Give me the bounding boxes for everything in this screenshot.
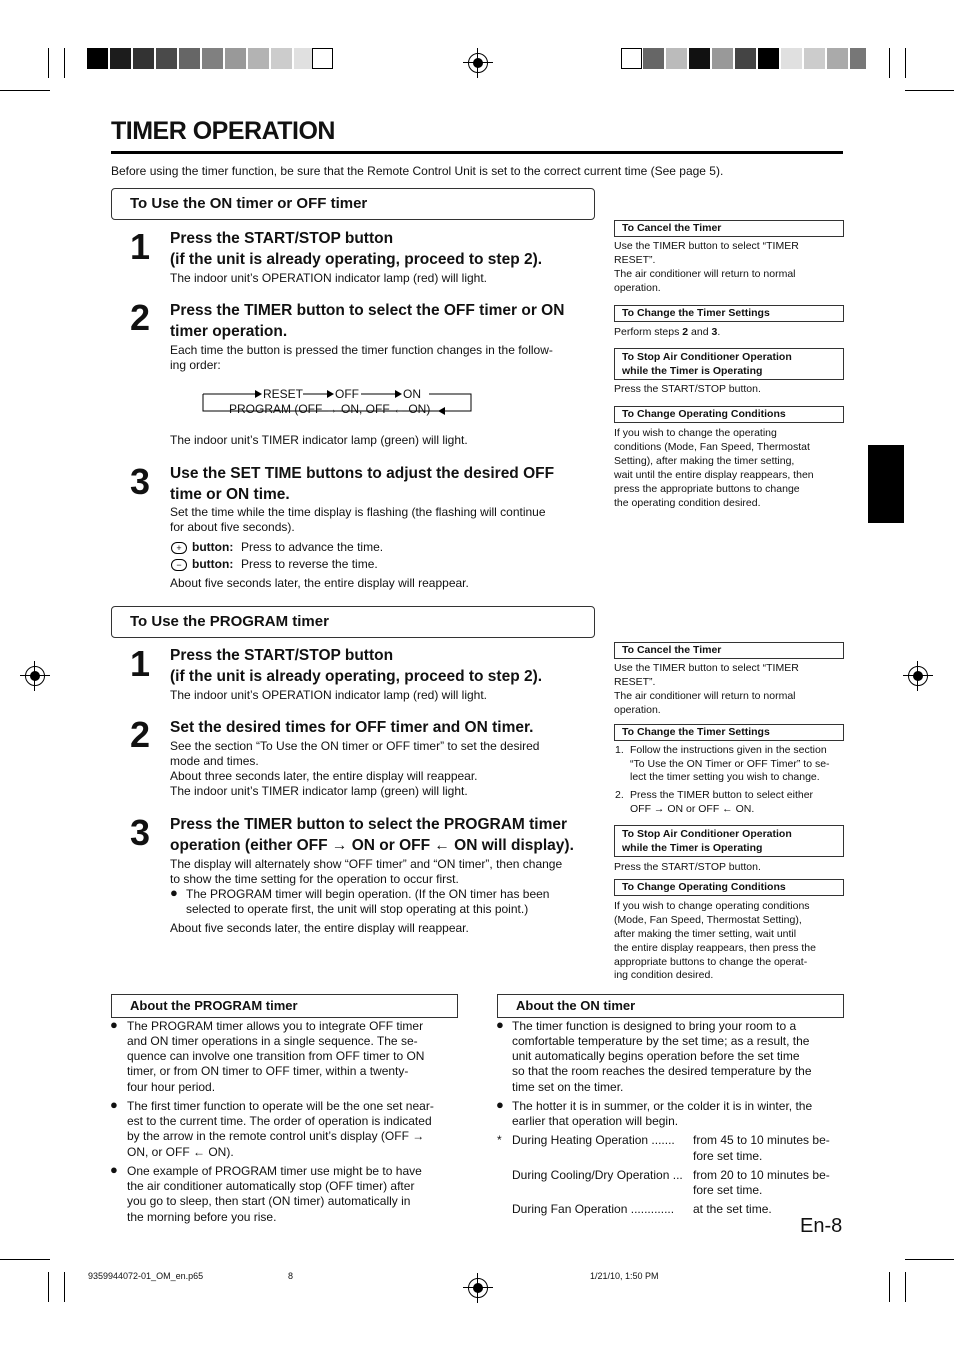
side-note-text: Press the START/STOP button.: [614, 861, 761, 873]
minus-button-text: Press to reverse the time.: [241, 557, 378, 571]
step-body: The indoor unit’s TIMER indicator lamp (green) will light.: [170, 784, 468, 798]
cooling-value: fore set time.: [693, 1183, 763, 1197]
footer-page: 8: [288, 1271, 294, 1281]
about-text: The first timer function to operate will be the one set near-: [127, 1099, 434, 1113]
section-program-timer-header: To Use the PROGRAM timer: [111, 606, 595, 638]
section-on-off-timer-header: To Use the ON timer or OFF timer: [111, 188, 595, 220]
step-number: 2: [130, 714, 151, 755]
about-text: quence can involve one transition from OFF timer to ON: [127, 1049, 425, 1063]
side-note-text: If you wish to change operating conditions: [614, 900, 810, 912]
step-heading: Press the START/STOP button: [170, 647, 394, 664]
step-body: About five seconds later, the entire display will reappear.: [170, 576, 469, 590]
side-note-text: The air conditioner will return to normal: [614, 268, 796, 280]
registration-mark-bottom: [468, 1278, 488, 1298]
about-text: One example of PROGRAM timer use might be to have: [127, 1164, 422, 1178]
side-note-header: To Change the Timer Settings: [614, 724, 844, 741]
about-text: by the arrow in the remote control unit’s display (OFF →: [127, 1129, 425, 1143]
side-note-header: To Change Operating Conditions: [614, 406, 844, 423]
side-note-header: To Cancel the Timer: [614, 642, 844, 659]
cycle-on-label: ON: [403, 387, 421, 401]
side-note-text: Use the TIMER button to select “TIMER: [614, 240, 799, 252]
step-heading: (if the unit is already operating, proceed to step 2).: [170, 668, 543, 685]
step-body: See the section “To Use the ON timer or OFF timer” to set the desired: [170, 739, 540, 753]
step-body: The display will alternately show “OFF timer” and “ON timer”, then change: [170, 857, 563, 871]
about-text: time set on the timer.: [512, 1080, 624, 1094]
side-note-text: the operating condition desired.: [614, 497, 761, 509]
side-note-text: The air conditioner will return to normal: [614, 690, 796, 702]
step-body: Each time the button is pressed the timer function changes in the follow-: [170, 343, 553, 357]
side-note-text: after making the timer setting, wait until: [614, 928, 797, 940]
step-number: 3: [130, 812, 151, 853]
page-number: En-8: [800, 1215, 843, 1237]
title-rule: [111, 151, 843, 154]
language-tab: [868, 445, 904, 523]
side-note-text: conditions (Mode, Fan Speed, Thermostat: [614, 441, 810, 453]
bullet-dot: ●: [496, 1017, 504, 1032]
about-text: so that the room reaches the desired temperature by the: [512, 1064, 812, 1078]
about-text: the air conditioner automatically stop (OFF timer) after: [127, 1179, 415, 1193]
registration-mark-top: [468, 53, 488, 73]
bullet-dot: ●: [110, 1017, 118, 1032]
step-body: About three seconds later, the entire display will reappear.: [170, 769, 478, 783]
step-body: The PROGRAM timer will begin operation. (If the ON timer has been: [186, 887, 550, 901]
about-text: ON, or OFF ← ON).: [127, 1145, 234, 1159]
minus-button-icon: −: [171, 559, 187, 571]
heating-label: During Heating Operation .......: [512, 1133, 675, 1147]
step-body: ing order:: [170, 358, 221, 372]
about-text: est to the current time. The order of operation is indicated: [127, 1114, 432, 1128]
registration-mark-left: [25, 666, 45, 686]
fan-value: at the set time.: [693, 1202, 772, 1216]
plus-button-label: button:: [192, 540, 234, 554]
footer-date: 1/21/10, 1:50 PM: [590, 1271, 659, 1281]
about-text: The timer function is designed to bring your room to a: [512, 1019, 797, 1033]
side-note-text: lect the timer setting you wish to change.: [630, 771, 820, 783]
about-text: comfortable temperature by the set time; as a result, the: [512, 1034, 810, 1048]
about-text: The PROGRAM timer allows you to integrate OFF timer: [127, 1019, 424, 1033]
about-text: and ON timer operations in a single sequence. The se-: [127, 1034, 418, 1048]
step-heading: operation (either OFF → ON or OFF ← ON will display).: [170, 837, 574, 854]
cooling-label: During Cooling/Dry Operation ...: [512, 1168, 683, 1182]
side-note-text: Follow the instructions given in the section: [630, 744, 827, 756]
about-text: four hour period.: [127, 1080, 216, 1094]
about-text: the morning before you rise.: [127, 1210, 277, 1224]
bullet-dot: ●: [496, 1097, 504, 1112]
minus-button-label: button:: [192, 557, 234, 571]
cooling-value: from 20 to 10 minutes be-: [693, 1168, 830, 1182]
side-note-text: Setting), after making the timer setting,: [614, 455, 795, 467]
side-note-text: OFF → ON or OFF ← ON.: [630, 803, 755, 815]
step-number: 2: [130, 297, 151, 338]
side-note-header: To Stop Air Conditioner Operation while the Timer is Operating: [614, 825, 844, 857]
bullet-dot: ●: [110, 1097, 118, 1112]
step-body: selected to operate first, the unit will stop operating at this point.): [186, 902, 529, 916]
side-note-text: If you wish to change the operating: [614, 427, 777, 439]
side-note-text: operation.: [614, 704, 661, 716]
step-body: The indoor unit’s TIMER indicator lamp (green) will light.: [170, 433, 468, 447]
footer-file: 9359944072-01_OM_en.p65: [88, 1271, 204, 1281]
step-body: Set the time while the time display is flashing (the flashing will continue: [170, 505, 546, 519]
registration-mark-right: [908, 666, 928, 686]
intro-text: Before using the timer function, be sure that the Remote Control Unit is set to the correct current time (See page 5).: [111, 164, 724, 178]
side-note-text: Perform steps 2 and 3.: [614, 326, 721, 338]
side-note-text: the entire display reappears, then press the: [614, 942, 816, 954]
step-number: 3: [130, 461, 151, 502]
step-body: for about five seconds).: [170, 520, 295, 534]
about-program-header: About the PROGRAM timer: [111, 994, 458, 1018]
about-text: The hotter it is in summer, or the colder it is in winter, the: [512, 1099, 813, 1113]
side-note-text: “To Use the ON Timer or OFF Timer” to se-: [630, 758, 830, 770]
step-heading: Set the desired times for OFF timer and ON timer.: [170, 719, 534, 736]
page-title: TIMER OPERATION: [111, 117, 335, 145]
step-body: to show the time setting for the operation to occur first.: [170, 872, 459, 886]
step-number: 1: [130, 226, 151, 267]
step-heading: (if the unit is already operating, proceed to step 2).: [170, 251, 543, 268]
step-heading: Press the START/STOP button: [170, 230, 394, 247]
side-note-num: 2.: [615, 789, 624, 801]
bullet-dot: ●: [170, 885, 178, 900]
side-note-text: operation.: [614, 282, 661, 294]
side-note-text: wait until the entire display reappears, then: [614, 469, 814, 481]
about-text: you go to sleep, then start (ON timer) automatically in: [127, 1194, 411, 1208]
side-note-text: Press the START/STOP button.: [614, 383, 761, 395]
step-heading: time or ON time.: [170, 486, 290, 503]
step-heading: Use the SET TIME buttons to adjust the desired OFF: [170, 465, 555, 482]
cycle-off-label: OFF: [335, 387, 359, 401]
step-body: The indoor unit’s OPERATION indicator lamp (red) will light.: [170, 688, 488, 702]
about-text: timer, or from ON timer to OFF timer, within a twenty-: [127, 1064, 409, 1078]
side-note-num: 1.: [615, 744, 624, 756]
footnote-star: *: [497, 1133, 502, 1147]
about-text: unit automatically begins operation before the set time: [512, 1049, 800, 1063]
side-note-text: ing condition desired.: [614, 969, 714, 981]
cycle-reset-label: RESET: [263, 387, 304, 401]
fan-label: During Fan Operation .............: [512, 1202, 675, 1216]
step-body: The indoor unit’s OPERATION indicator lamp (red) will light.: [170, 271, 488, 285]
step-heading: Press the TIMER button to select the OFF timer or ON: [170, 302, 565, 319]
side-note-text: Use the TIMER button to select “TIMER: [614, 662, 799, 674]
step-heading: Press the TIMER button to select the PROGRAM timer: [170, 816, 568, 833]
side-note-text: appropriate buttons to change the operat-: [614, 956, 808, 968]
side-note-text: RESET”.: [614, 254, 656, 266]
plus-button-icon: +: [171, 542, 187, 554]
heating-value: fore set time.: [693, 1149, 763, 1163]
side-note-text: RESET”.: [614, 676, 656, 688]
cycle-program-label: PROGRAM (OFF → ON, OFF ← ON): [229, 402, 431, 416]
bullet-dot: ●: [110, 1162, 118, 1177]
step-number: 1: [130, 643, 151, 684]
side-note-header: To Change Operating Conditions: [614, 879, 844, 896]
plus-button-text: Press to advance the time.: [241, 540, 384, 554]
side-note-text: press the appropriate buttons to change: [614, 483, 800, 495]
side-note-text: (Mode, Fan Speed, Thermostat Setting),: [614, 914, 802, 926]
side-note-text: Press the TIMER button to select either: [630, 789, 814, 801]
about-text: earlier that operation will begin.: [512, 1114, 679, 1128]
step-body: mode and times.: [170, 754, 259, 768]
heating-value: from 45 to 10 minutes be-: [693, 1133, 830, 1147]
step-heading: timer operation.: [170, 323, 288, 340]
side-note-header: To Change the Timer Settings: [614, 305, 844, 322]
side-note-header: To Cancel the Timer: [614, 220, 844, 237]
step-body: About five seconds later, the entire display will reappear.: [170, 921, 469, 935]
about-on-timer-header: About the ON timer: [497, 994, 844, 1018]
side-note-header: To Stop Air Conditioner Operation while the Timer is Operating: [614, 348, 844, 380]
